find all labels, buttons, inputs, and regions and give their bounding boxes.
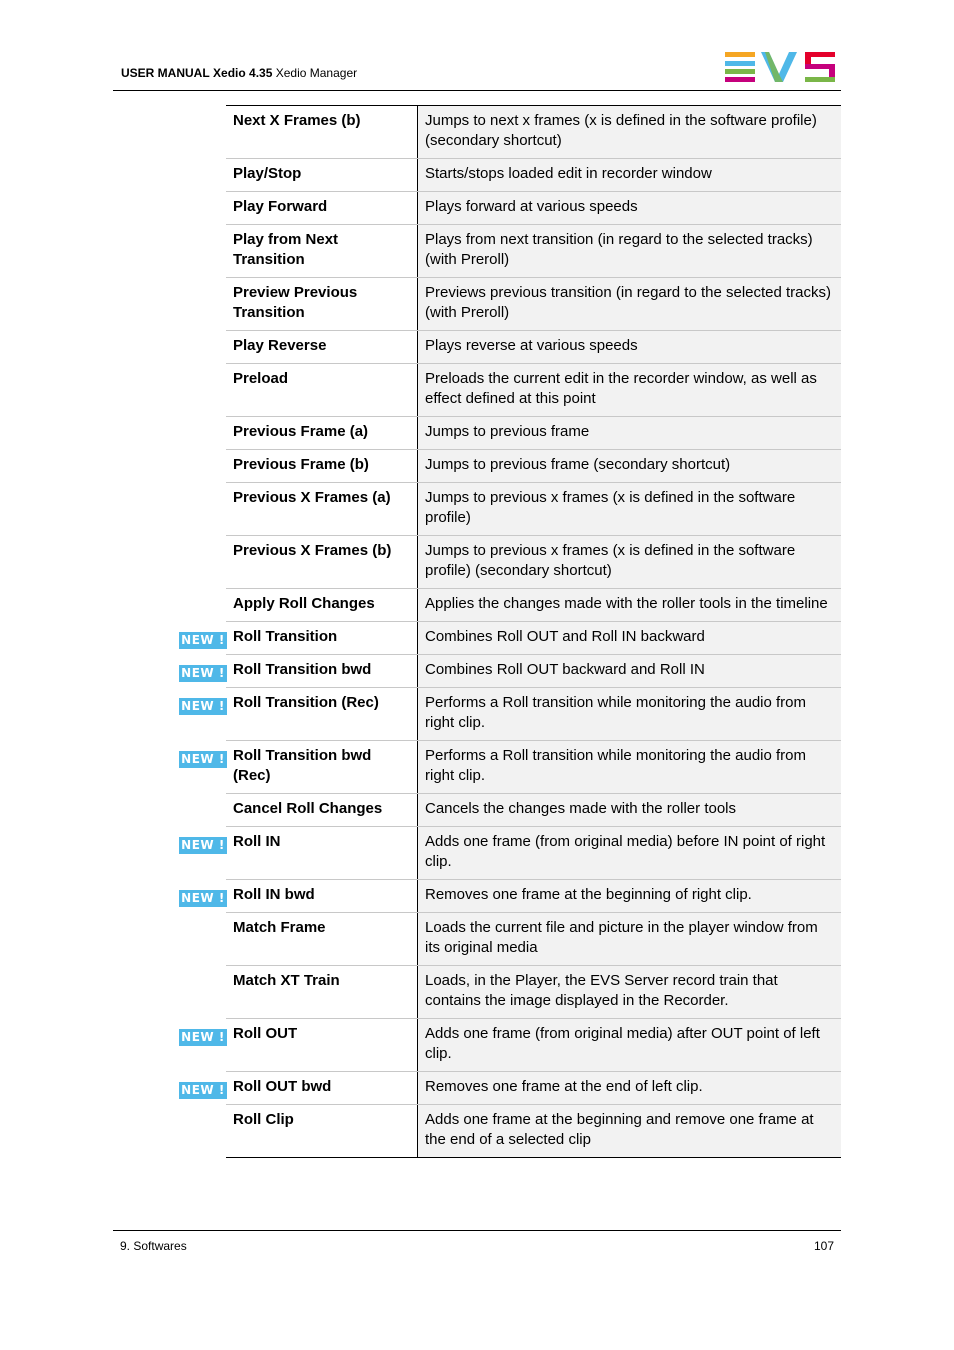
shortcut-description: Jumps to next x frames (x is defined in the software profile) (secondary shortcut) — [418, 106, 842, 159]
shortcut-description: Combines Roll OUT and Roll IN backward — [418, 622, 842, 655]
shortcut-name-wrapper — [181, 660, 410, 680]
table-row — [226, 688, 841, 741]
shortcut-name-wrapper — [233, 799, 410, 819]
shortcut-name-wrapper — [181, 885, 410, 905]
shortcut-name-cell — [226, 589, 418, 622]
shortcut-description: Cancels the changes made with the roller tools — [418, 794, 842, 827]
shortcut-name-cell — [226, 1105, 418, 1158]
shortcut-name-cell — [226, 192, 418, 225]
shortcut-name-cell — [181, 688, 418, 741]
shortcut-name: Roll Transition (Rec) — [233, 694, 379, 711]
evs-logo — [725, 52, 835, 82]
table-row — [226, 192, 841, 225]
shortcut-name-wrapper — [233, 918, 410, 938]
footer-page-number: 107 — [813, 1239, 834, 1253]
shortcut-name: Play/Stop — [233, 165, 302, 182]
shortcut-name-wrapper — [181, 746, 410, 786]
shortcut-name: Match XT Train — [233, 972, 340, 989]
shortcut-name-wrapper — [233, 488, 410, 508]
shortcut-name: Roll Transition bwd — [233, 661, 372, 678]
shortcut-description: Plays reverse at various speeds — [418, 331, 842, 364]
shortcut-description: Adds one frame (from original media) after OUT point of left clip. — [418, 1019, 842, 1072]
shortcut-name-cell — [181, 827, 418, 880]
new-badge: NEW ! — [179, 1082, 227, 1099]
shortcut-name-wrapper — [233, 422, 410, 442]
shortcut-name: Play from Next Transition — [233, 231, 339, 268]
table-row — [226, 417, 841, 450]
table-row — [226, 278, 841, 331]
table-row — [226, 741, 841, 794]
shortcut-name: Next X Frames (b) — [233, 112, 361, 129]
shortcut-name: Roll OUT bwd — [233, 1078, 332, 1095]
table-row — [226, 450, 841, 483]
shortcut-name-wrapper — [233, 455, 410, 475]
shortcut-description: Performs a Roll transition while monitoring the audio from right clip. — [418, 688, 842, 741]
manual-label: USER MANUAL — [121, 66, 210, 80]
shortcut-name-wrapper — [181, 832, 410, 852]
shortcut-name-wrapper — [233, 971, 410, 991]
shortcut-description: Loads, in the Player, the EVS Server record train that contains the image displayed in the Recorder. — [418, 966, 842, 1019]
table-row — [226, 225, 841, 278]
shortcut-description: Jumps to previous x frames (x is defined in the software profile) — [418, 483, 842, 536]
shortcut-name-wrapper — [181, 627, 410, 647]
shortcut-name: Apply Roll Changes — [233, 595, 375, 612]
table-row — [226, 880, 841, 913]
table-row — [226, 622, 841, 655]
shortcut-name-wrapper — [233, 164, 410, 184]
shortcut-description: Preloads the current edit in the recorder window, as well as effect defined at this point — [418, 364, 842, 417]
header-title — [121, 66, 357, 80]
shortcut-name: Play Forward — [233, 198, 328, 215]
new-badge: NEW ! — [179, 751, 227, 768]
shortcut-name-wrapper — [233, 541, 410, 561]
shortcuts-table — [181, 105, 841, 1158]
shortcut-description: Adds one frame (from original media) before IN point of right clip. — [418, 827, 842, 880]
shortcut-name: Previous X Frames (a) — [233, 489, 391, 506]
new-badge: NEW ! — [179, 665, 227, 682]
shortcut-name: Roll OUT — [233, 1025, 298, 1042]
shortcut-description: Removes one frame at the beginning of right clip. — [418, 880, 842, 913]
shortcut-description: Previews previous transition (in regard to the selected tracks) (with Preroll) — [418, 278, 842, 331]
table-row — [226, 794, 841, 827]
shortcut-name-cell — [226, 331, 418, 364]
shortcut-name-wrapper — [233, 336, 410, 356]
shortcut-name: Previous Frame (a) — [233, 423, 369, 440]
shortcut-name-wrapper — [233, 230, 410, 270]
new-badge: NEW ! — [179, 698, 227, 715]
table-row — [226, 655, 841, 688]
table-row — [226, 536, 841, 589]
table-row — [226, 589, 841, 622]
shortcut-name: Previous Frame (b) — [233, 456, 369, 473]
shortcut-name: Roll IN — [233, 833, 281, 850]
shortcut-name: Play Reverse — [233, 337, 327, 354]
new-badge: NEW ! — [179, 1029, 227, 1046]
shortcut-name-cell — [226, 159, 418, 192]
shortcut-name: Previous X Frames (b) — [233, 542, 392, 559]
new-badge: NEW ! — [179, 632, 227, 649]
shortcut-name-wrapper — [233, 594, 410, 614]
shortcut-name-cell — [226, 483, 418, 536]
page-footer — [113, 1230, 841, 1253]
shortcut-description: Applies the changes made with the roller tools in the timeline — [418, 589, 842, 622]
shortcut-name-wrapper — [181, 1077, 410, 1097]
shortcut-name-wrapper — [233, 197, 410, 217]
table-row — [226, 1019, 841, 1072]
footer-chapter: 9. Softwares — [120, 1239, 187, 1253]
shortcut-description: Jumps to previous frame (secondary shortcut) — [418, 450, 842, 483]
shortcut-name-cell — [181, 741, 418, 794]
shortcut-name-cell — [226, 913, 418, 966]
shortcut-name: Preview Previous Transition — [233, 284, 358, 321]
shortcut-name-cell — [226, 536, 418, 589]
shortcut-name-wrapper — [181, 1024, 410, 1044]
table-row — [226, 106, 841, 159]
table-row — [226, 827, 841, 880]
shortcut-description: Removes one frame at the end of left clip. — [418, 1072, 842, 1105]
shortcut-name-wrapper — [233, 283, 410, 323]
shortcut-name-cell — [226, 225, 418, 278]
shortcut-name-cell — [181, 1072, 418, 1105]
new-badge: NEW ! — [179, 890, 227, 907]
shortcut-name-cell — [181, 622, 418, 655]
new-badge: NEW ! — [179, 837, 227, 854]
shortcut-name-cell — [181, 655, 418, 688]
shortcut-name-cell — [181, 1019, 418, 1072]
shortcut-name: Roll Transition — [233, 628, 338, 645]
product-name: Xedio 4.35 — [213, 66, 273, 80]
shortcut-name-cell — [226, 794, 418, 827]
section-name: Xedio Manager — [275, 66, 358, 80]
table-row — [226, 364, 841, 417]
shortcut-name: Match Frame — [233, 919, 326, 936]
table-row — [226, 966, 841, 1019]
table-row — [226, 331, 841, 364]
shortcut-description: Loads the current file and picture in the player window from its original media — [418, 913, 842, 966]
shortcut-name-cell — [181, 880, 418, 913]
shortcut-name: Roll Clip — [233, 1111, 294, 1128]
shortcut-name-cell — [226, 417, 418, 450]
shortcut-name-cell — [226, 364, 418, 417]
shortcut-description: Performs a Roll transition while monitoring the audio from right clip. — [418, 741, 842, 794]
shortcut-name-cell — [226, 278, 418, 331]
shortcut-name: Preload — [233, 370, 289, 387]
shortcut-name: Roll IN bwd — [233, 886, 315, 903]
shortcut-description: Starts/stops loaded edit in recorder window — [418, 159, 842, 192]
shortcut-name: Roll Transition bwd (Rec) — [233, 747, 372, 784]
shortcut-description: Jumps to previous frame — [418, 417, 842, 450]
shortcut-name-cell — [226, 966, 418, 1019]
shortcut-description: Combines Roll OUT backward and Roll IN — [418, 655, 842, 688]
shortcut-name-wrapper — [233, 369, 410, 389]
shortcut-description: Plays from next transition (in regard to the selected tracks) (with Preroll) — [418, 225, 842, 278]
shortcut-name-cell — [226, 450, 418, 483]
table-row — [226, 1072, 841, 1105]
page-header — [113, 44, 841, 91]
shortcut-description: Jumps to previous x frames (x is defined in the software profile) (secondary shortcut) — [418, 536, 842, 589]
table-row — [226, 483, 841, 536]
shortcut-description: Plays forward at various speeds — [418, 192, 842, 225]
shortcut-name-wrapper — [181, 693, 410, 713]
table-row — [226, 1105, 841, 1158]
shortcut-name-cell — [226, 106, 418, 159]
shortcut-name-wrapper — [233, 111, 410, 131]
shortcut-name: Cancel Roll Changes — [233, 800, 383, 817]
shortcut-description: Adds one frame at the beginning and remove one frame at the end of a selected clip — [418, 1105, 842, 1158]
table-row — [226, 159, 841, 192]
shortcut-name-wrapper — [233, 1110, 410, 1130]
table-row — [226, 913, 841, 966]
